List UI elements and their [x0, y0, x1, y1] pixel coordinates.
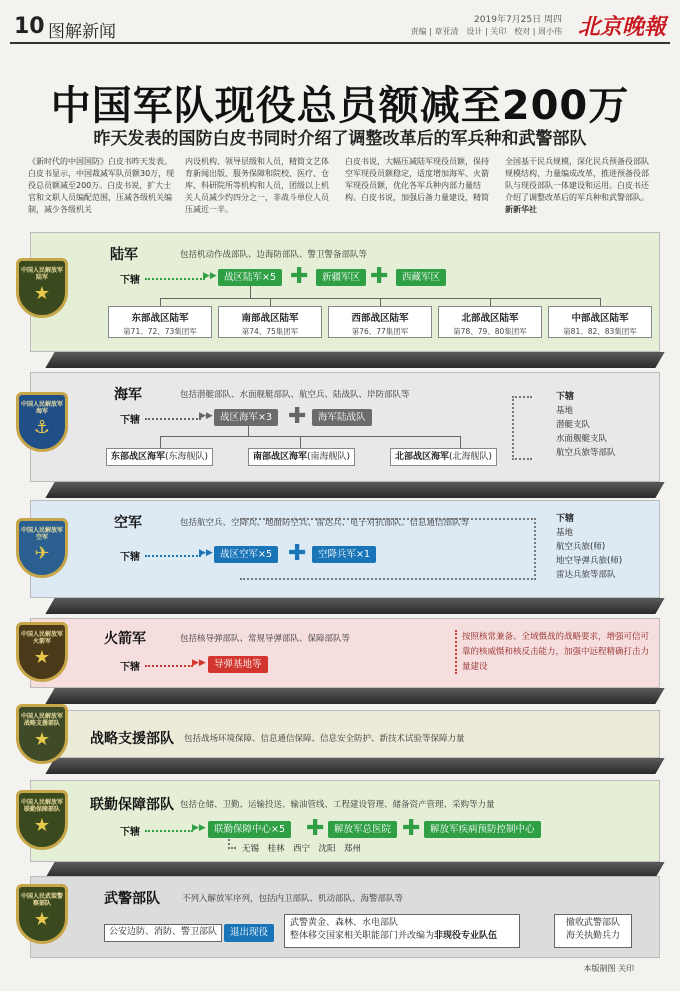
army-xinjiang-pill: 新疆军区	[316, 269, 366, 286]
navy-badge: 中国人民解放军 海军 ⚓	[16, 392, 68, 452]
airforce-sub-list: 下辖 基地 航空兵旅(师) 地空导弹兵旅(师) 雷达兵旅等部队	[556, 514, 623, 580]
army-subordinate-label: 下辖	[120, 275, 140, 286]
army-badge: 中国人民解放军 陆军 ★	[16, 258, 68, 318]
pap-box-exit: 公安边防、消防、警卫部队	[104, 924, 222, 942]
navy-name: 海军	[114, 387, 142, 403]
ssf-description: 包括战场环境保障、信息通信保障、信息安全防护、新技术试验等保障力量	[184, 734, 465, 744]
page-title: 中国军队现役总员额减至200万	[50, 83, 630, 129]
arrow-right-icon: ▶▶	[199, 548, 213, 558]
ssf-name: 战略支援部队	[90, 731, 174, 747]
navy-subordinate-label: 下辖	[120, 415, 140, 426]
pap-box-transfer: 武警黄金、森林、水电部队 整体移交国家相关职能部门并改编为非现役专业队伍	[284, 914, 520, 948]
issue-date: 2019年7月25日 周四	[474, 15, 562, 25]
airforce-airborne-pill: 空降兵军×1	[312, 546, 376, 563]
tree-line	[300, 436, 301, 448]
intro-column-4	[505, 156, 655, 216]
jlsf-badge: 中国人民解放军 联勤保障部队 ★	[16, 790, 68, 850]
army-description: 包括机动作战部队、边海防部队、警卫警备部队等	[180, 250, 368, 260]
jlsf-cities-bracket	[228, 839, 236, 849]
navy-theater-pill: 战区海军×3	[214, 409, 278, 426]
newspaper-logo: 北京晚報	[577, 14, 666, 40]
army-band-shadow	[45, 352, 664, 368]
army-tibet-pill: 西藏军区	[396, 269, 446, 286]
navy-description: 包括潜艇部队、水面舰艇部队、航空兵、陆战队、岸防部队等	[180, 390, 410, 400]
rocket-note: 按照核常兼备、全域慑战的战略要求，增强可信可靠的核威慑和核反击能力，加强中远程精确打击力量建设	[462, 632, 650, 672]
rocket-arrow	[145, 665, 193, 667]
airforce-theater-pill: 战区空军×5	[214, 546, 278, 563]
army-theater-south: 南部战区陆军 第74、75集团军	[218, 306, 322, 338]
tree-line	[250, 286, 251, 298]
rocket-badge: 中国人民解放军 火箭军 ★	[16, 622, 68, 682]
rocket-note-bar	[455, 630, 457, 674]
navy-sub-list: 下辖 基地 潜艇支队 水面舰艇支队 航空兵旅等部队	[556, 392, 616, 458]
army-theater-west: 西部战区陆军 第76、77集团军	[328, 306, 432, 338]
intro-column-3: 白皮书说，大幅压减陆军现役员额，保持空军现役员额稳定，适度增加海军、火箭军现役员额，优化各军兵种内部力量结构。白皮书说，加强后备力量建设，精简	[345, 157, 489, 202]
airforce-sub-bracket	[240, 518, 536, 580]
rocket-name: 火箭军	[104, 631, 146, 647]
star-icon: ★	[33, 647, 51, 668]
navy-band-shadow	[45, 482, 664, 498]
anchor-icon: ⚓	[33, 417, 51, 438]
jlsf-hospital-pill: 解放军总医院	[328, 821, 397, 838]
tree-line	[460, 436, 461, 448]
intro-column-2: 内设机构、领导层级和人员，精简文艺体育新闻出版、服务保障和院校、医疗、仓库、科研院所等机构和人员，团级以上机关人员减少约四分之一，非战斗单位人员压减近一半。	[185, 157, 329, 214]
intro-column-1: 《新时代的中国国防》白皮书昨天发表。白皮书显示，中国裁减军队员额30万，现役总员额减至200万。白皮书说，扩大士官和文职人员编配范围，压减各级机关编制，减少各级机关	[28, 157, 175, 214]
navy-marines-pill: 海军陆战队	[312, 409, 372, 426]
rocket-base-pill: 导弹基地等	[208, 656, 268, 673]
rocket-description: 包括核导弹部队、常规导弹部队、保障部队等	[180, 634, 351, 644]
jlsf-description: 包括仓储、卫勤、运输投送、输油管线、工程建设管理、储备资产管理、采购等力量	[180, 800, 495, 810]
jlsf-subordinate-label: 下辖	[120, 827, 140, 838]
plus-icon: ✚	[288, 404, 307, 429]
pap-box-customs: 撤收武警部队 海关执勤兵力	[554, 914, 632, 948]
jlsf-arrow	[145, 830, 193, 832]
army-theater-central: 中部战区陆军 第81、82、83集团军	[548, 306, 652, 338]
navy-fleet-north: 北部战区海军(北海舰队)	[390, 448, 497, 466]
tree-line	[160, 436, 460, 437]
rocket-subordinate-label: 下辖	[120, 662, 140, 673]
plus-icon: ✚	[288, 541, 307, 566]
army-theater-east: 东部战区陆军 第71、72、73集团军	[108, 306, 212, 338]
footer-credit: 本版制图 关印	[583, 964, 634, 973]
army-name: 陆军	[110, 247, 138, 263]
plus-icon: ✚	[370, 264, 389, 289]
page-number: 10	[14, 14, 45, 39]
rocket-band-shadow	[45, 688, 664, 704]
page-subtitle: 昨天发表的国防白皮书同时介绍了调整改革后的军兵种和武警部队	[93, 129, 587, 149]
masthead	[10, 8, 670, 44]
tree-line	[160, 298, 161, 306]
star-icon: ★	[33, 815, 51, 836]
navy-fleet-east: 东部战区海军(东海舰队)	[106, 448, 213, 466]
tree-line	[160, 436, 161, 448]
army-theater-pill: 战区陆军×5	[218, 269, 282, 286]
intro-byline: 新新华社	[505, 205, 537, 214]
tree-line	[248, 426, 249, 436]
pap-badge: 中国人民武装警察部队 ★	[16, 884, 68, 944]
airforce-band-shadow	[45, 598, 664, 614]
intro-column-4-text: 全国基干民兵规模，深化民兵预备役部队规模结构、力量编成改革，推进预备役部队与现役部队一体建设和运用。白皮书还介绍了调整改革后的军兵种和武警部队。	[505, 157, 649, 202]
tree-line	[490, 298, 491, 306]
arrow-right-icon: ▶▶	[192, 823, 206, 833]
tree-line	[600, 298, 601, 306]
jlsf-cities: 无锡 桂林 西宁 沈阳 郑州	[242, 844, 362, 854]
ssf-band-shadow	[45, 758, 664, 774]
plus-icon: ✚	[402, 816, 421, 841]
plus-icon: ✚	[306, 816, 325, 841]
arrow-right-icon: ▶▶	[199, 411, 213, 421]
section-name: 图解新闻	[48, 22, 116, 42]
arrow-right-icon: ▶▶	[192, 658, 206, 668]
star-icon: ★	[33, 729, 51, 750]
star-icon: ★	[33, 283, 51, 304]
airforce-subordinate-label: 下辖	[120, 552, 140, 563]
arrow-right-icon: ▶▶	[203, 271, 217, 281]
tree-line	[380, 298, 381, 306]
plus-icon: ✚	[290, 264, 309, 289]
navy-fleet-south: 南部战区海军(南海舰队)	[248, 448, 355, 466]
pap-name: 武警部队	[104, 891, 160, 907]
airforce-name: 空军	[114, 515, 142, 531]
jlsf-cdc-pill: 解放军疾病预防控制中心	[424, 821, 541, 838]
navy-arrow	[145, 418, 201, 420]
airforce-arrow	[145, 555, 201, 557]
army-arrow	[145, 278, 205, 280]
editor-credits: 责编 | 章亚清 设计 | 关印 校对 | 周小伟	[410, 27, 562, 36]
airforce-description: 包括航空兵、空降兵、地面防空兵、雷达兵、电子对抗部队、信息通信部队等	[180, 518, 470, 528]
navy-sub-bracket	[512, 396, 532, 460]
jlsf-center-pill: 联勤保障中心×5	[208, 821, 291, 838]
army-theater-north: 北部战区陆军 第78、79、80集团军	[438, 306, 542, 338]
wings-icon: ✈	[34, 543, 50, 564]
pap-description: 不列入解放军序列，包括内卫部队、机动部队、海警部队等	[182, 894, 404, 904]
jlsf-name: 联勤保障部队	[90, 797, 174, 813]
airforce-badge: 中国人民解放军 空军 ✈	[16, 518, 68, 578]
pap-exit-tag: 退出现役	[224, 924, 274, 942]
ssf-badge: 中国人民解放军 战略支援部队 ★	[16, 704, 68, 764]
tree-line	[270, 298, 271, 306]
star-icon: ★	[33, 909, 51, 930]
